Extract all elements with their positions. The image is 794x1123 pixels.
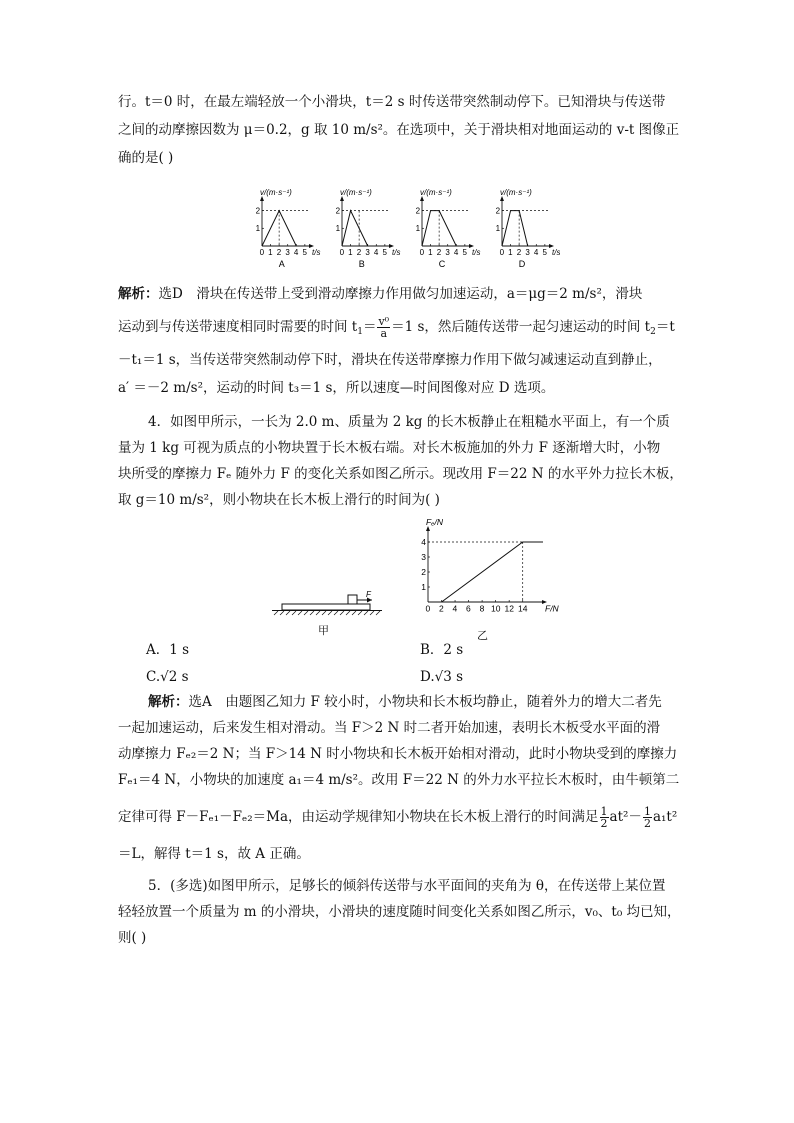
x-tick-label: 1: [428, 248, 433, 257]
q4-option-b: B．2 s: [420, 642, 464, 658]
x-tick-label: 2: [356, 248, 362, 257]
x-tick-label: 0: [425, 603, 431, 614]
chart-B: [336, 188, 401, 269]
y-tick-label: 3: [421, 551, 426, 562]
x-tick-label: 4: [373, 248, 379, 257]
x-tick-label: 5: [302, 248, 307, 257]
x-tick-label: 4: [452, 603, 458, 614]
x-tick-label: 8: [479, 603, 485, 614]
q3-solution-line-2: [118, 316, 675, 342]
x-tick-label: 2: [276, 248, 282, 257]
series-line-v: [342, 211, 368, 246]
q3-solution-line-1: [118, 284, 642, 304]
t1-subscript: 1: [357, 327, 363, 337]
q3-stem-line-2: 之间的动摩擦因数为 μ＝0.2，g 取 10 m/s²。在选项中，关于滑块相对地面运动的 v-t 图像正: [118, 122, 680, 138]
q4-solution-line-1: [148, 692, 662, 712]
x-tick-label: 0: [339, 248, 345, 257]
x-axis-label: F/N: [545, 603, 559, 614]
x-tick-label: 3: [285, 248, 290, 257]
q4-option-d: D.√3 s: [420, 669, 464, 685]
q4-stem-line-1: 4．如图甲所示，一长为 2.0 m、质量为 2 kg 的长木板静止在粗糙水平面上，有一个质: [148, 414, 670, 430]
y-tick-label: 1: [421, 581, 426, 592]
x-tick-label: 10: [490, 603, 501, 614]
q3-solution-line-3: －t₁＝1 s，当传送带突然制动停下时，滑块在传送带摩擦力作用下做匀减速运动直到静止，: [118, 352, 662, 368]
x-tick-label: 0: [419, 248, 425, 257]
long-board: [282, 604, 370, 610]
q3-stem-line-1: 行。t＝0 时，在最左端轻放一个小滑块，t＝2 s 时传送带突然制动停下。已知滑块与传送带: [118, 94, 666, 110]
series-line-Ff: [428, 542, 543, 602]
q4-solution-line-6: ＝L，解得 t＝1 s，故 A 正确。: [118, 846, 310, 862]
y-tick-label: 2: [421, 566, 426, 577]
solution-prefix: 解析：: [148, 694, 189, 710]
q5-stem-line-2: 轻轻放置一个质量为 m 的小滑块，小滑块的速度随时间变化关系如图乙所示，v₀、t₀ 均已知，: [118, 904, 681, 920]
option-label: A: [278, 259, 285, 270]
q4-solution-line-3: 动摩擦力 Fₑ₂＝2 N；当 F＞14 N 时小物块和长木板开始相对滑动，此时小物块受到的摩擦力: [118, 746, 678, 762]
y-tick-label: 2: [255, 206, 261, 216]
x-tick-label: 5: [542, 248, 547, 257]
x-axis-label: t/s: [312, 248, 321, 257]
x-tick-label: 5: [462, 248, 467, 257]
half-fraction-1: [600, 806, 609, 829]
equals-sign: ＝: [362, 319, 377, 335]
x-tick-label: 14: [518, 603, 528, 614]
y-tick-label: 2: [415, 206, 421, 216]
chart-C: [416, 188, 481, 269]
q3-vt-option-charts: [250, 176, 560, 276]
x-tick-label: 4: [453, 248, 459, 257]
q4-stem-line-4: 取 g＝10 m/s²，则小物块在长木板上滑行的时间为( ): [118, 492, 440, 508]
q3-stem-line-3: 确的是( ): [118, 150, 174, 166]
fraction-numerator: 1: [600, 805, 608, 818]
series-line-v: [502, 211, 528, 246]
y-axis-label: v/(m·s⁻¹): [420, 188, 452, 197]
q3-solution-text-2a: 运动到与传送带速度相同时需要的时间 t: [118, 319, 358, 335]
q4-option-a: A．1 s: [146, 642, 190, 658]
x-tick-label: 1: [508, 248, 513, 257]
y-tick-label: 1: [255, 224, 261, 234]
q3-solution-text-2b: ＝1 s，然后随传送带一起匀速运动的时间 t: [391, 319, 651, 335]
x-tick-label: 4: [293, 248, 299, 257]
x-tick-label: 2: [516, 248, 522, 257]
q4-solution-line-5: [118, 806, 677, 829]
fraction-numerator: v⁰: [378, 315, 390, 328]
x-tick-label: 2: [438, 603, 444, 614]
fraction-numerator: 1: [643, 805, 651, 818]
ground-hatching: [274, 611, 380, 615]
small-block: [348, 595, 357, 604]
q4-solution-line-4: Fₑ₁＝4 N，小物块的加速度 a₁＝4 m/s²。改用 F＝22 N 的外力水平拉长木板时，由牛顿第二: [118, 772, 680, 788]
x-tick-label: 1: [268, 248, 273, 257]
figure-yi-ff-f-chart: [400, 516, 560, 626]
t2-subscript: 2: [650, 327, 656, 337]
force-label: F: [366, 590, 371, 599]
option-label: C: [438, 259, 446, 270]
chart-A: [256, 188, 321, 269]
figure-jia-label: 甲: [318, 625, 329, 637]
y-tick-label: 1: [335, 224, 341, 234]
x-tick-label: 6: [466, 603, 471, 614]
x-tick-label: 3: [525, 248, 530, 257]
x-tick-label: 1: [348, 248, 353, 257]
solution-prefix: 解析：: [118, 286, 159, 302]
x-axis-label: t/s: [392, 248, 401, 257]
figure-yi-label: 乙: [477, 630, 488, 642]
option-label: B: [358, 259, 365, 270]
y-axis-label: v/(m·s⁻¹): [340, 188, 372, 197]
q4-solution-text-1: 选A 由题图乙知力 F 较小时，小物块和长木板均静止，随着外力的增大二者先: [188, 694, 662, 710]
y-tick-label: 4: [421, 536, 426, 547]
figure-jia-board-diagram: [270, 588, 390, 636]
q4-solution-text-5a: 定律可得 F－Fₑ₁－Fₑ₂＝Ma，由运动学规律知小物块在长木板上滑行的时间满足: [118, 809, 599, 825]
chart-乙: [421, 517, 559, 614]
y-axis-label: Fₑ/N: [426, 517, 443, 527]
q4-stem-line-2: 量为 1 kg 可视为质点的小物块置于长木板右端。对长木板施加的外力 F 逐渐增大时，小物: [118, 440, 661, 456]
fraction-denominator: 2: [643, 817, 651, 830]
x-tick-label: 5: [382, 248, 387, 257]
option-label: D: [518, 259, 526, 270]
x-tick-label: 4: [533, 248, 539, 257]
y-tick-label: 2: [495, 206, 501, 216]
fraction-denominator: 2: [600, 817, 608, 830]
half-fraction-2: [643, 806, 652, 829]
x-tick-label: 12: [504, 603, 514, 614]
chart-D: [496, 188, 560, 269]
q3-solution-line-4: a′ ＝－2 m/s²，运动的时间 t₃＝1 s，所以速度—时间图像对应 D 选项。: [118, 380, 555, 396]
q3-solution-text-2c: ＝t: [655, 319, 675, 335]
x-axis-label: t/s: [552, 248, 560, 257]
y-axis-label: v/(m·s⁻¹): [260, 188, 292, 197]
x-tick-label: 0: [259, 248, 265, 257]
q4-solution-text-5c: a₁t²: [652, 809, 678, 825]
x-tick-label: 3: [365, 248, 370, 257]
y-tick-label: 1: [495, 224, 501, 234]
x-axis-label: t/s: [472, 248, 481, 257]
y-tick-label: 2: [335, 206, 341, 216]
x-tick-label: 2: [436, 248, 442, 257]
y-tick-label: 1: [415, 224, 421, 234]
fraction-denominator: a: [380, 327, 388, 340]
x-tick-label: 0: [499, 248, 505, 257]
v0-over-a-fraction: [377, 316, 390, 339]
q4-solution-line-2: 一起加速运动，后来发生相对滑动。当 F＞2 N 时二者开始加速，表明长木板受水平面的滑: [118, 720, 661, 736]
q5-stem-line-1: 5．(多选)如图甲所示，足够长的倾斜传送带与水平面间的夹角为 θ，在传送带上某位置: [148, 878, 666, 894]
q4-option-c: C.√2 s: [146, 669, 189, 685]
x-tick-label: 3: [445, 248, 450, 257]
q4-solution-text-5b: at²－: [609, 809, 642, 825]
q5-stem-line-3: 则( ): [118, 930, 147, 946]
y-axis-label: v/(m·s⁻¹): [500, 188, 532, 197]
q4-stem-line-3: 块所受的摩擦力 Fₑ 随外力 F 的变化关系如图乙所示。现改用 F＝22 N 的水平外力拉长木板，: [118, 466, 683, 482]
q3-solution-text-1: 选D 滑块在传送带上受到滑动摩擦力作用做匀加速运动，a＝μg＝2 m/s²，滑块: [158, 286, 643, 302]
